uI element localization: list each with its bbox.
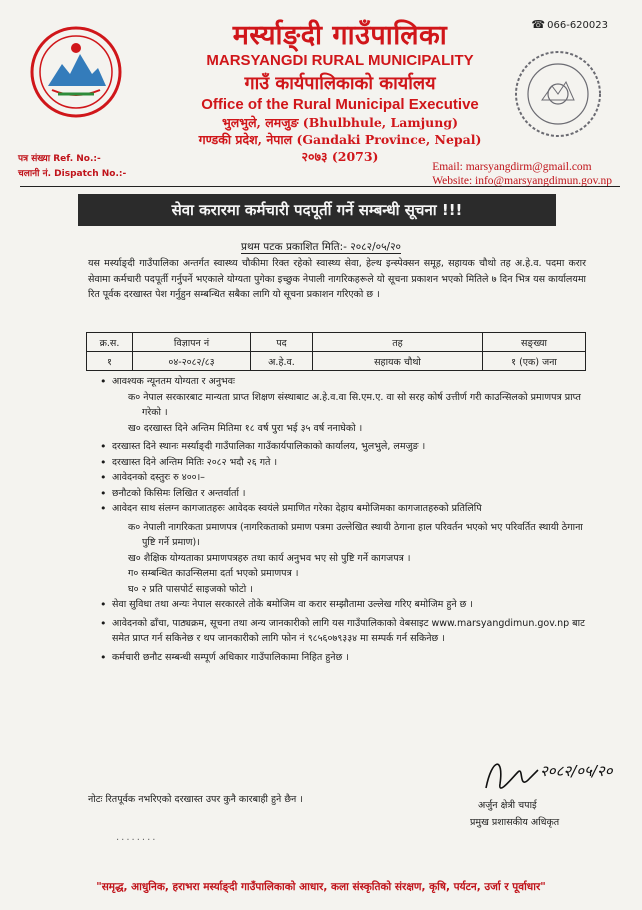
ref-no: पत्र संख्या Ref. No.:- bbox=[18, 154, 101, 164]
signatory-name: अर्जुन क्षेत्री चपाई bbox=[478, 800, 537, 811]
table-cell: अ.हे.व. bbox=[251, 352, 313, 371]
table-header-cell: सङ्ख्या bbox=[483, 333, 586, 352]
address-line-2: गण्डकी प्रदेश, नेपाल (Gandaki Province, Nepal) bbox=[198, 132, 482, 147]
requirements-list bbox=[100, 374, 586, 665]
table-cell: १ bbox=[87, 352, 133, 371]
notice-intro: यस मर्स्याङ्दी गाउँपालिका अन्तर्गत स्वास्थ्य चौकीमा रिक्त रहेको स्वास्थ्य सेवा, हेल्थ इन्स्पेक्सन समूह, सहायक चौथो तह अ.हे.व. पदमा करार सेवामा कर्मचारी पदपूर्ती गर्नुपर्ने भएकाले योग्यता पुगेका इच्छुक नेपाली नागरिकहरूले यो सूचना प्रकाशन भएको मितिले ७ दिन भित्र यस कार्यालयमा रित पूर्वक दरखास्त पेश गर्नुहुन सम्बन्धित सबैका लागि यो सूचना प्रकाशन गरिएको छ । bbox=[88, 258, 586, 300]
footer-note: नोटः रितपूर्वक नभरिएको दरखास्त उपर कुनै कारबाही हुने छैन । bbox=[88, 794, 303, 805]
signature bbox=[478, 748, 638, 804]
signatory-title: प्रमुख प्रशासकीय अधिकृत bbox=[470, 817, 560, 828]
table-header-cell: क्र.स. bbox=[87, 333, 133, 352]
list-item: • आवेदनको दस्तुरः रु ४००।– bbox=[100, 470, 586, 486]
notice-title: सेवा करारमा कर्मचारी पदपूर्ती गर्ने सम्बन्धी सूचना !!! bbox=[78, 194, 556, 226]
list-subitem: ख० दरखास्त दिने अन्तिम मितिमा १८ वर्ष पुरा भई ३५ वर्ष ननाघेको । bbox=[128, 422, 363, 434]
list-item: • छनौटको किसिमः लिखित र अन्तर्वार्ता । bbox=[100, 486, 586, 502]
list-subitem: ग० सम्बन्धित काउन्सिलमा दर्ता भएको प्रमाणपत्र । bbox=[128, 568, 299, 579]
address-line-1: भुलभुले, लमजुङ (Bhulbhule, Lamjung) bbox=[222, 115, 458, 130]
letterhead bbox=[120, 20, 560, 165]
table-header-cell: तह bbox=[313, 333, 483, 352]
table-header-cell: पद bbox=[251, 333, 313, 352]
list-item: • आवेदन साथ संलग्न कागजातहरुः आवेदक स्वयंले प्रमाणित गरेका देहाय बमोजिमका कागजातहरुको प्रतिलिपि bbox=[100, 501, 586, 517]
list-item: • दरखास्त दिने अन्तिम मितिः २०८२ भदौ २६ गते । bbox=[100, 455, 586, 471]
footer-dots: ........ bbox=[116, 832, 158, 843]
list-item: • कर्मचारी छनौट सम्बन्धी सम्पूर्ण अधिकार गाउँपालिकामा निहित हुनेछ । bbox=[100, 650, 586, 666]
established-year: २०७३ (2073) bbox=[301, 149, 379, 164]
footer-motto: "समृद्ध, आधुनिक, हराभरा मर्स्याङ्दी गाउँपालिकाको आधार, कला संस्कृतिको संरक्षण, कृषि, पर्यटन, उर्जा र पूर्वाधार" bbox=[96, 881, 546, 893]
list-item: • सेवा सुविधा तथा अन्यः नेपाल सरकारले तोके बमोजिम वा करार सम्झौतामा उल्लेख गरिए बमोजिम हुने छ । bbox=[100, 597, 586, 613]
contact-block bbox=[432, 160, 612, 188]
municipality-emblem-icon bbox=[28, 24, 124, 120]
table-cell: १ (एक) जना bbox=[483, 352, 586, 371]
table-header-cell: विज्ञापन नं bbox=[133, 333, 251, 352]
office-seal-icon bbox=[512, 48, 604, 140]
table-cell: सहायक चौथो bbox=[313, 352, 483, 371]
list-subitem: ख० शैक्षिक योग्यताका प्रमाणपत्रहरु तथा कार्य अनुभव भए सो पुष्टि गर्ने कागजपत्र । bbox=[128, 552, 411, 564]
office-name-en: Office of the Rural Municipal Executive bbox=[201, 96, 479, 113]
table-row bbox=[87, 352, 586, 371]
phone-icon: ☎ bbox=[531, 18, 546, 31]
header-divider bbox=[20, 186, 620, 187]
list-item: • दरखास्त दिने स्थानः मर्स्याङ्दी गाउँपालिका गाउँकार्यपालिकाको कार्यालय, भुलभुले, लमजुङ । bbox=[100, 439, 586, 455]
vacancy-table bbox=[86, 332, 586, 371]
table-cell: ०४-२०८२/८३ bbox=[133, 352, 251, 371]
dispatch-no: चलानी नं. Dispatch No.:- bbox=[18, 169, 127, 179]
municipality-name-np: मर्स्याङ्दी गाउँपालिका bbox=[232, 20, 448, 51]
phone-number: ☎ 066-620023 bbox=[531, 18, 608, 31]
email: Email: marsyangdirm@gmail.com bbox=[432, 161, 592, 173]
list-subitem: क० नेपाली नागरिकता प्रमाणपत्र (नागरिकताको प्रमाण पत्रमा उल्लेखित स्थायी ठेगाना हाल परिवर्तन भएको भए परिवर्तित स्थायी ठेगाना पुष्टि गर्ने प्रमाण)। bbox=[128, 521, 583, 548]
municipality-name-en: MARSYANGDI RURAL MUNICIPALITY bbox=[206, 52, 474, 69]
website: Website: info@marsyangdimun.gov.np bbox=[432, 175, 612, 187]
table-header-row bbox=[87, 333, 586, 352]
signature-date: २०८२/०५/२० bbox=[540, 762, 613, 780]
reference-block bbox=[18, 152, 126, 182]
office-name-np: गाउँ कार्यपालिकाको कार्यालय bbox=[244, 73, 436, 94]
list-item: • आवश्यक न्यूनतम योग्यता र अनुभवः bbox=[100, 374, 586, 390]
list-item: • आवेदनको ढाँचा, पाठ्यक्रम, सूचना तथा अन्य जानकारीको लागि यस गाउँपालिकाको वेबसाइट www.marsyangdimun.gov.np बाट समेत प्राप्त गर्न सकिनेछ र थप जानकारीको लागि फोन नं ९८५६०७९३३४ मा सम्पर्क गर्न सकिनेछ । bbox=[100, 616, 586, 647]
published-date: प्रथम पटक प्रकाशित मिति:- २०८२/०५/२० bbox=[240, 241, 402, 253]
list-subitem: घ० २ प्रति पासपोर्ट साइजको फोटो । bbox=[128, 583, 253, 595]
list-subitem: क० नेपाल सरकारबाट मान्यता प्राप्त शिक्षण संस्थाबाट अ.हे.व.वा सि.एम.ए. वा सो सरह कोर्ष उत्तीर्ण गरी काउन्सिलको प्रमाणपत्र प्राप्त गरेको । bbox=[128, 391, 581, 418]
